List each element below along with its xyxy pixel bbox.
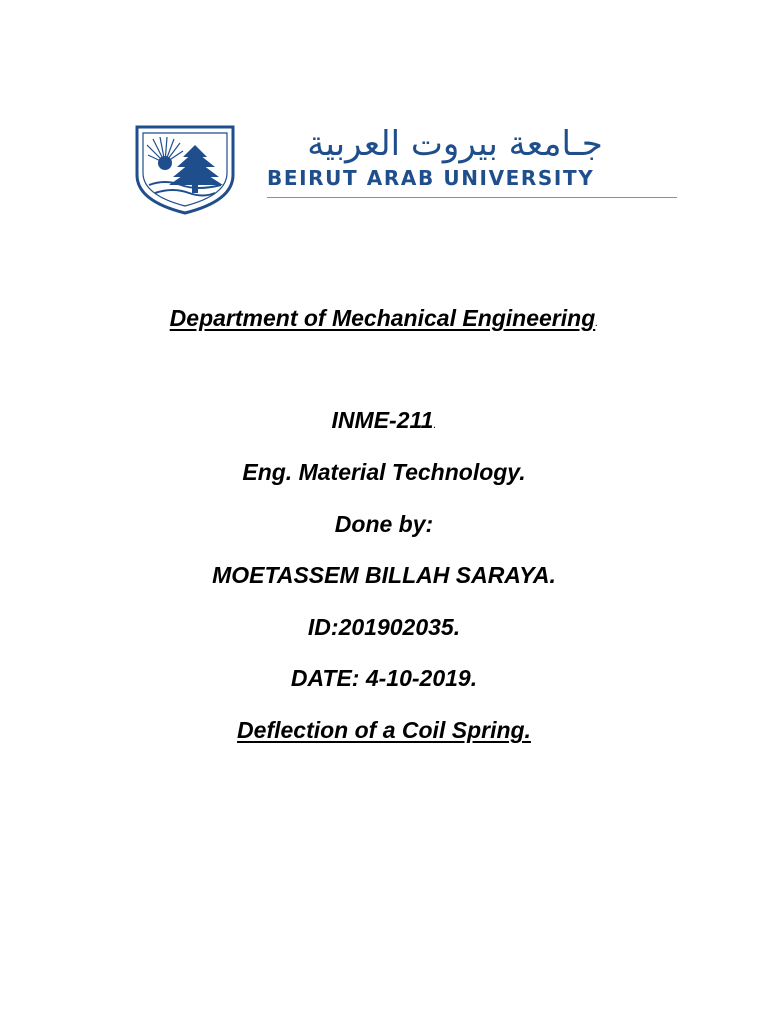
department-suffix: . bbox=[595, 317, 599, 329]
experiment-title: Deflection of a Coil Spring. bbox=[237, 717, 531, 743]
department-title: Department of Mechanical Engineering bbox=[169, 305, 596, 331]
university-crest-icon bbox=[133, 123, 237, 215]
done-by-label: Done by: bbox=[334, 511, 434, 537]
university-name-english: BEIRUT ARAB UNIVERSITY bbox=[267, 166, 595, 190]
logo-divider bbox=[267, 197, 677, 198]
department-line bbox=[0, 303, 768, 338]
student-id: ID:201902035. bbox=[307, 614, 461, 640]
report-date: DATE: 4-10-2019. bbox=[290, 665, 478, 691]
course-code: INME-211 bbox=[331, 407, 434, 433]
course-code-line bbox=[0, 405, 768, 440]
university-logo bbox=[133, 123, 681, 217]
course-code-suffix: . bbox=[433, 419, 437, 431]
experiment-title-line bbox=[0, 715, 768, 745]
course-name: Eng. Material Technology. bbox=[242, 459, 526, 485]
university-name-arabic: جـامعة بيروت العربية bbox=[307, 124, 603, 164]
student-name: MOETASSEM BILLAH SARAYA. bbox=[212, 562, 556, 588]
